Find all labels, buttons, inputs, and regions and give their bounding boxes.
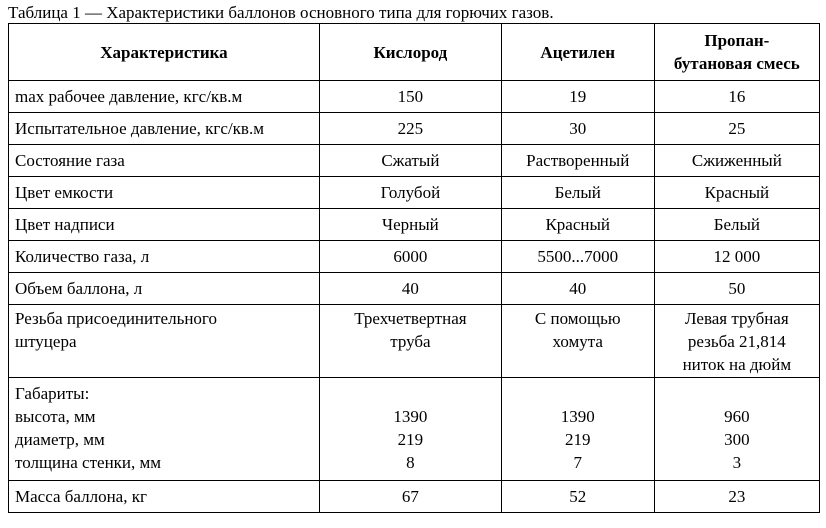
cell-oxygen-line1: Трехчетвертная bbox=[354, 309, 467, 328]
propane-height: 960 bbox=[724, 407, 750, 426]
row-label: Цвет емкости bbox=[9, 177, 320, 209]
row-label-line1: Резьба присоединительного bbox=[15, 309, 217, 328]
cell-acetylene: 52 bbox=[501, 481, 654, 513]
acetylene-height: 1390 bbox=[560, 407, 595, 426]
cell-oxygen: 40 bbox=[319, 273, 501, 305]
cell-propane: Белый bbox=[654, 209, 819, 241]
table-header-row bbox=[9, 24, 820, 81]
cell-propane bbox=[654, 305, 819, 378]
row-label-line2: штуцера bbox=[15, 332, 77, 351]
cell-propane-line2: резьба 21,814 bbox=[687, 332, 786, 351]
dimensions-title: Габариты: bbox=[15, 384, 90, 403]
table-row-volume bbox=[9, 273, 820, 305]
table-row-text-color bbox=[9, 209, 820, 241]
acetylene-diameter: 219 bbox=[564, 430, 591, 449]
propane-wall: 3 bbox=[732, 453, 742, 472]
cell-oxygen: Голубой bbox=[319, 177, 501, 209]
dimensions-diameter-label: диаметр, мм bbox=[15, 430, 105, 449]
dimensions-wall-label: толщина стенки, мм bbox=[15, 453, 162, 472]
cell-oxygen: 67 bbox=[319, 481, 501, 513]
cell-propane: 16 bbox=[654, 81, 819, 113]
cell-acetylene-line2: хомута bbox=[552, 332, 603, 351]
cell-propane-line1: Левая трубная bbox=[685, 309, 789, 328]
cell-propane: Красный bbox=[654, 177, 819, 209]
cell-acetylene bbox=[501, 378, 654, 481]
row-label: Объем баллона, л bbox=[9, 273, 320, 305]
row-label: Количество газа, л bbox=[9, 241, 320, 273]
cell-acetylene: Растворенный bbox=[501, 145, 654, 177]
cell-propane: 23 bbox=[654, 481, 819, 513]
cell-acetylene: Красный bbox=[501, 209, 654, 241]
cell-propane: 50 bbox=[654, 273, 819, 305]
header-acetylene: Ацетилен bbox=[501, 24, 654, 81]
cell-propane bbox=[654, 378, 819, 481]
oxygen-wall: 8 bbox=[406, 453, 415, 472]
cell-acetylene: 19 bbox=[501, 81, 654, 113]
cell-oxygen: 150 bbox=[319, 81, 501, 113]
cell-oxygen: Черный bbox=[319, 209, 501, 241]
table-caption: Таблица 1 — Характеристики баллонов основного типа для горючих газов. bbox=[8, 3, 554, 22]
cell-acetylene: 40 bbox=[501, 273, 654, 305]
header-propane-line1: Пропан- bbox=[704, 31, 770, 50]
header-propane-line2: бутановая смесь bbox=[673, 54, 800, 73]
cell-oxygen bbox=[319, 305, 501, 378]
header-propane bbox=[654, 24, 819, 81]
cell-acetylene-line1: С помощью bbox=[534, 309, 621, 328]
cell-oxygen: Сжатый bbox=[319, 145, 501, 177]
cell-propane: Сжиженный bbox=[654, 145, 819, 177]
cell-oxygen: 225 bbox=[319, 113, 501, 145]
propane-diameter: 300 bbox=[724, 430, 750, 449]
table-row-test-pressure bbox=[9, 113, 820, 145]
oxygen-diameter: 219 bbox=[397, 430, 424, 449]
table-row-container-color bbox=[9, 177, 820, 209]
cell-acetylene bbox=[501, 305, 654, 378]
cell-oxygen-line2: труба bbox=[390, 332, 431, 351]
oxygen-height: 1390 bbox=[393, 407, 428, 426]
cell-propane: 25 bbox=[654, 113, 819, 145]
row-label: Состояние газа bbox=[9, 145, 320, 177]
cell-propane-line3: ниток на дюйм bbox=[682, 355, 792, 374]
cell-oxygen: 6000 bbox=[319, 241, 501, 273]
header-characteristic: Характеристика bbox=[9, 24, 320, 81]
table-row-mass bbox=[9, 481, 820, 513]
dimensions-height-label: высота, мм bbox=[15, 407, 96, 426]
table-row-dimensions bbox=[9, 378, 820, 481]
table-row-gas-state bbox=[9, 145, 820, 177]
row-label bbox=[9, 378, 320, 481]
table-row-gas-amount bbox=[9, 241, 820, 273]
header-oxygen: Кислород bbox=[319, 24, 501, 81]
row-label: max рабочее давление, кгс/кв.м bbox=[9, 81, 320, 113]
cell-propane: 12 000 bbox=[654, 241, 819, 273]
row-label: Испытательное давление, кгс/кв.м bbox=[9, 113, 320, 145]
cell-acetylene: 5500...7000 bbox=[501, 241, 654, 273]
cell-acetylene: 30 bbox=[501, 113, 654, 145]
table-row-thread bbox=[9, 305, 820, 378]
row-label bbox=[9, 305, 320, 378]
characteristics-table bbox=[8, 23, 820, 513]
cell-oxygen bbox=[319, 378, 501, 481]
acetylene-wall: 7 bbox=[573, 453, 582, 472]
table-row-max-pressure bbox=[9, 81, 820, 113]
row-label: Цвет надписи bbox=[9, 209, 320, 241]
cell-acetylene: Белый bbox=[501, 177, 654, 209]
row-label: Масса баллона, кг bbox=[9, 481, 320, 513]
